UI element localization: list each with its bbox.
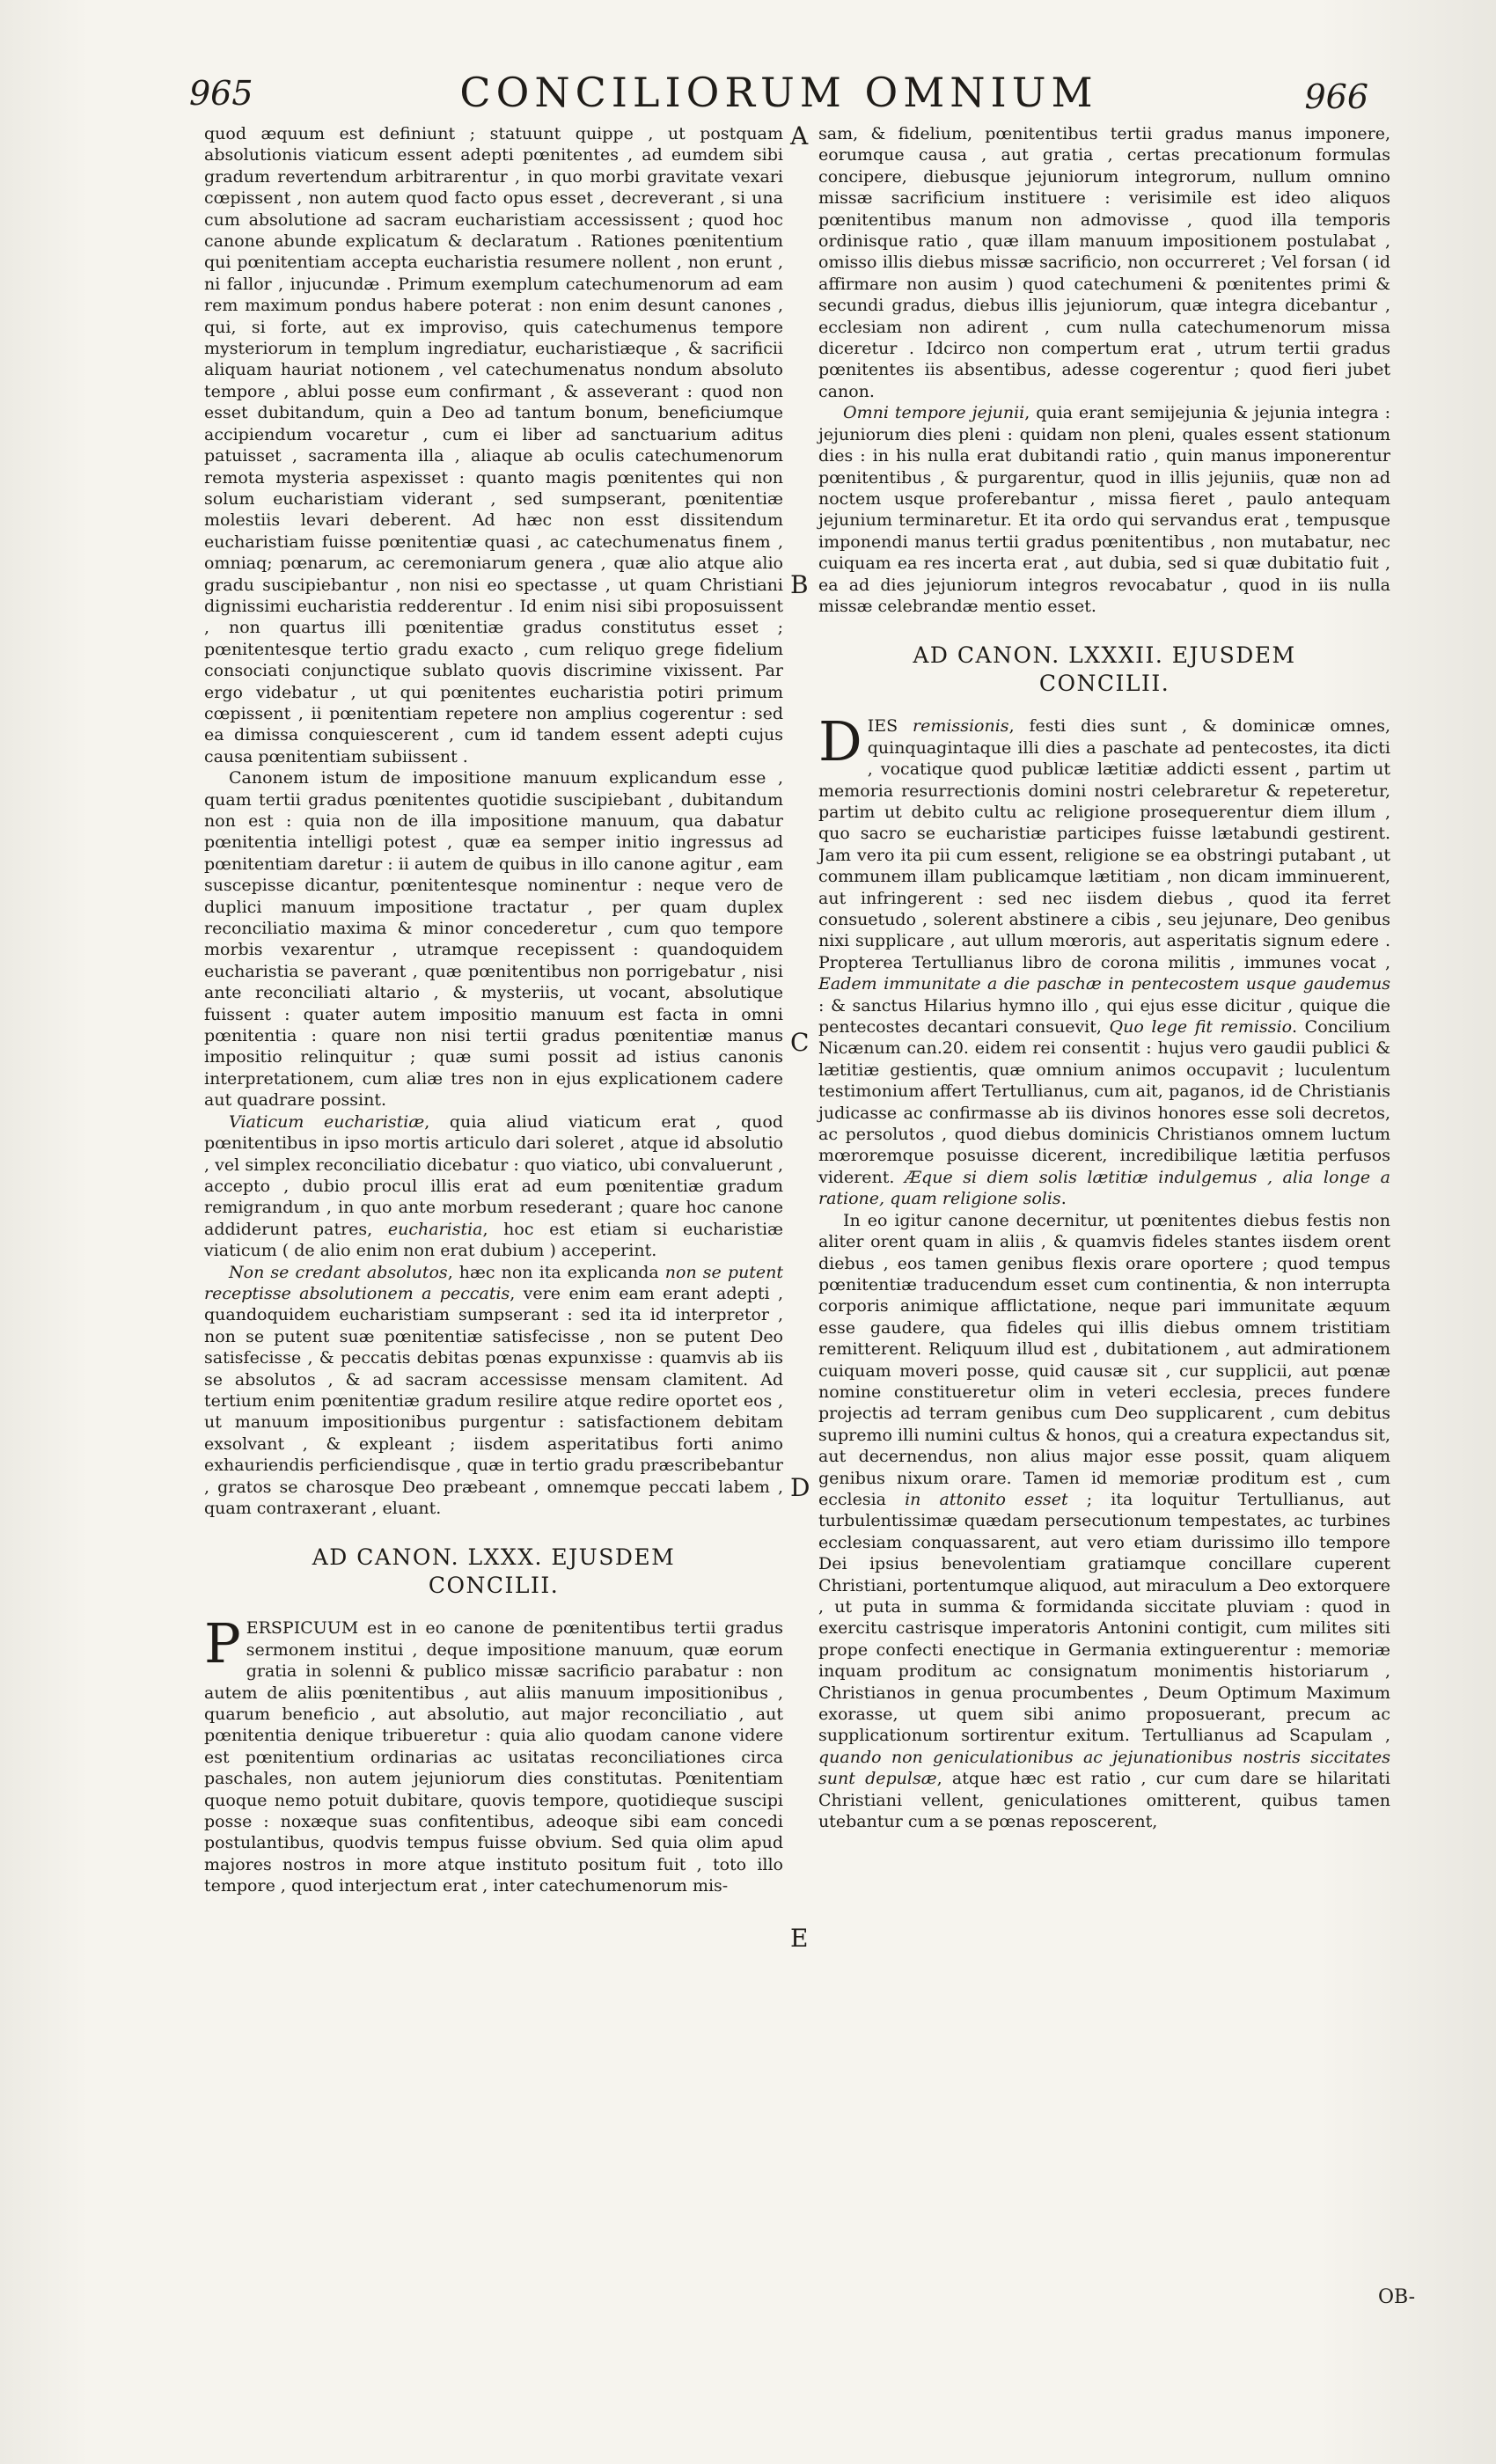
right-column xyxy=(818,123,1390,1832)
right-paragraph-3-b: : & sanctus Hilarius hymno illo , qui ejus esse dicitur , quique die pentecostes decantari consuevit, xyxy=(818,995,1390,1038)
right-paragraph-2 xyxy=(818,402,1390,617)
lemma-viaticum: Viaticum eucharistiæ xyxy=(229,1111,425,1132)
left-paragraph-5-text: est in eo canone de pœnitentibus tertii gradus sermonem institui , deque impositione manuum, quæ eorum gratia in solenni & publico missæ sacrificio parabatur : non autem de aliis pœnitentibus , aut aliis manuum impositionibus , quarum beneficio , aut absolutio, aut major reconciliatio , aut pœnitentia denique tribueretur : quia alio quodam canone videre est pœnitentium ordinarias ac usitatas reconciliationes circa paschales, non autem jejuniorum dies constitutas. Pœnitentiam quoque nemo potuit dubitare, quovis tempore, quotidieque suscipi posse : noxæque suas confitentibus, adeoque sibi eam concedi postulantibus, quodvis tempus fuisse obvium. Sed quia olim apud majores nostros in more atque instituto positum fuit , toto illo tempore , quod interjectum erat , inter catechumenorum mis- xyxy=(204,1618,783,1896)
left-paragraph-4-text: , vere enim eam erant adepti , quandoquidem eucharistiam sumpserant : sed ita id interpretor , non se putent suæ pœnitentiæ satisfecisse , non se putent Deo satisfecisse , & peccatis debitas pœnas expunxisse : quamvis ab iis se absolutos , & ad sacram accessisse mensam clamitent. Ad tertium enim pœnitentiæ gradum resilire atque redire oportet eos , ut manuum impositionibus purgentur : satisfactionem debitam exsolvant , & expleant ; iisdem asperitatibus forti animo exhauriendis perficiendisque , quæ in tertio gradu præscribebantur , gratos se charosque Deo præbeant , omnemque peccati labem , quam contraxerant , eluant. xyxy=(204,1283,783,1518)
quote-hilarius: Quo lege fit remissio xyxy=(1109,1017,1293,1038)
section-heading-canon-82 xyxy=(818,642,1390,698)
section-heading-line-2: CONCILII. xyxy=(428,1573,560,1599)
right-paragraph-3-text: , festi dies sunt , & dominicæ omnes, quinquagintaque illi dies a paschate ad pentecostes, ita dicti , vocatique quod publicæ lætitiæ addicti essent , partim ut memoria resurrectionis domini nostri celebraretur & repeteretur, partim ut debito cultu ac religione prosequerentur diem illum , quo sacro se eucharistiæ participes fuisse lætabundi gestirent. Jam vero ita pii cum essent, religione se ea obstringi putabant , ut communem illam publicamque lætitiam , non dicam imminuerent, aut infringerent : sed nec iisdem diebus , quod ita ferret consuetudo , solerent abstinere a cibis , seu jejunare, Deo genibus nixi supplicare , aut ullum mœroris, aut asperitatis signum edere . Propterea Tertullianus libro de corona militis , immunes vocat , xyxy=(818,716,1390,972)
right-paragraph-4-text: In eo igitur canone decernitur, ut pœnitentes diebus festis non aliter orent quam in aliis , & quamvis fideles stantes iisdem orent diebus , eos tamen genibus flexis orare oportere ; quod tempus pœnitentiæ traducendum esset cum continentia, & non interrupta corporis animique afflictatione, neque pari immunitate æquum esse gaudere, qua fideles qui illis diebus omnem tristitiam remitterent. Reliquum illud est , dubitationem , aut admirationem cuiquam moveri posse, quid causæ sit , cur supplicii, aut pœnæ nomine constitueretur olim in veteri ecclesia, preces fundere projectis ad terram genibus cum Deo supplicarent , cum debitus supremo illi numini cultus & honos, qui a creatura expectandus sit, aut decernendus, non alius major esse possit, quam aliquem genibus nixum orare. Tamen id memoriæ proditum est , cum ecclesia xyxy=(818,1210,1390,1509)
quote-in-attonito: in attonito esset xyxy=(905,1489,1068,1509)
left-paragraph-4 xyxy=(204,1262,783,1520)
left-paragraph-3-text: , quia aliud viaticum erat , quod pœnitentibus in ipso mortis articulo dari soleret , atque id absolutio , vel simplex reconciliatio dicebatur : quo viatico, ubi convaluerunt , accepto , dubio procul illis erat ad eum pœnitentiæ gradum remigrandum , in quo ante morbum resederant ; quare hoc canone addiderunt patres, xyxy=(204,1111,783,1239)
margin-letter-b: B xyxy=(790,570,809,599)
drop-cap-p: P xyxy=(204,1611,241,1676)
left-paragraph-1: quod æquum est definiunt ; statuunt quippe , ut postquam absolutionis viaticum essent adepti pœnitentes , ad eumdem sibi gradum revertendum arbitrarentur , in quo morbi gravitate vexari cœpissent , non autem quod facto opus esset , decreverant , si una cum absolutione ad sacram eucharistiam accessissent ; quod hoc canone abunde explicatum & declaratum . Rationes pœnitentium qui pœnitentiam accepta eucharistia resumere nollent , non erunt , ni fallor , injucundæ . Primum exemplum catechumenorum ad eam rem maximum pondus habere poterat : non enim desunt canones , qui, si forte, aut ex improviso, quis catechumenus tempore mysteriorum in templum ingrediatur, eucharistiæque , & sacrificii aliquam hauriat notionem , vel catechumenatus nondum absoluto tempore , ablui posse eum confirmant , & asseverant : quod non esset dubitandum, quin a Deo ad tantum bonum, beneficiumque accipiendum vocaretur , cum ei liber ad sanctuarium aditus patuisset , sacramenta illa , aliaque ab oculis catechumenorum remota mysteria aspexisset : quanto magis pœnitentes qui non solum eucharistiam viderant , sed sumpserant, pœnitentiæ molestiis levari deberent. Ad hæc non esst dissitendum eucharistiam fuisse pœnitentiæ quasi , ac catechumenatus finem , omniaq; pœnarum, ac ceremoniarum genera , quæ alio atque alio gradu suscipiebantur , non nisi eo spectasse , ut quam Christiani dignissimi eucharistia redderentur . Id enim nisi sibi proposuissent , non quartus illi pœnitentiæ gradus constitutus esset ; pœnitentesque tertio gradu exacto , cum reliquo grege fidelium consociati conjunctique sublato quovis discrimine vixissent. Par ergo videbatur , ut qui pœnitentes eucharistia potiri primum cœpissent , ii pœnitentiam repetere non amplius cogerentur : sed ea dimissa conquiescerent , cum id tandem essent adepti cujus causa pœnitentiam subiissent . xyxy=(204,124,783,766)
right-paragraph-4-b: ; ita loquitur Tertullianus, aut turbulentissimæ quædam persecutionum tempestates, ac turbines ecclesiam conquassarent, aut vero etiam durissimo illo tempore Dei ipsius benevolentiam gratiamque concillare cuperent Christiani, portentumque aliquod, aut miraculum a Deo extorquere , ut puta in summa & formidanda siccitate pluviam : quod in exercitu castrisque imperatoris Antonini contigit, cum milites siti prope confecti enectique in Germania extinguerentur : memoriæ inquam proditum ac consignatum monimentis historiarum , Christianos in genua procumbentes , Deum Optimum Maximum exorasse, ut quem sibi animo proposuerant, precum ac supplicationum sortirentur exitum. Tertullianus ad Scapulam , xyxy=(818,1489,1390,1746)
right-paragraph-3-c: . Concilium Nicænum can.20. eidem rei consentit : hujus vero gaudii publici & lætitiæ gestientis, quæ omnium animos occupavit ; luculentum testimonium affert Tertullianus, cum ait, paganos, id de Christianis judicasse ac confirmasse ab iis divinos honores esse soli decretos, ac persolutos , quod diebus dominicis Christianos omnem luctum mœroremque posuisse dicerent, incredibilique lætitia perfusos viderent. xyxy=(818,1017,1390,1187)
lemma-eucharistia: eucharistia xyxy=(387,1219,483,1239)
right-paragraph-3 xyxy=(818,709,1390,1209)
lemma-omni-tempore: Omni tempore jejunii xyxy=(843,403,1025,423)
section-heading-line-1: AD CANON. LXXX. EJUSDEM xyxy=(312,1544,676,1571)
small-caps-lead: ERSPICUUM xyxy=(246,1618,359,1639)
section-heading-line-2: CONCILII. xyxy=(1038,671,1170,697)
margin-letter-c: C xyxy=(790,1028,810,1057)
quote-tertullian: Eadem immunitate a die paschæ in pentecostem usque gaudemus xyxy=(818,974,1390,994)
margin-letter-d: D xyxy=(790,1473,810,1502)
running-title: CONCILIORUM OMNIUM xyxy=(459,69,1098,116)
page-number-left: 965 xyxy=(189,74,253,113)
left-paragraph-3 xyxy=(204,1111,783,1262)
lemma-remissionis: remissionis xyxy=(913,716,1009,737)
running-header xyxy=(189,69,1368,130)
catchword: OB- xyxy=(1377,2286,1415,2308)
lemma-non-se-putent: non se putent receptisse absolutionem a peccatis xyxy=(204,1262,783,1303)
left-paragraph-5 xyxy=(204,1611,783,1896)
left-paragraph-2: Canonem istum de impositione manuum explicandum esse , quam tertii gradus pœnitentes quotidie suscipiebant , dubitandum non est : quia non de illa impositione manuum, qua dabatur pœnitentia intelligi potest , quæ ea semper initio ingressus ad pœnitentiam daretur : ii autem de quibus in illo canone agitur , eam suscepisse dicantur, pœnitentesque nominentur : neque vero de duplici manuum impositione tractatur , per quam duplex reconciliatio maxima & minor concederetur , cum quo tempore morbis vexarentur , utramque recepissent : quandoquidem eucharistia se paverant , quæ pœnitentibus non porrigebatur , nisi ante reconciliati altario , & mysteriis, ut vocant, absolutique fuissent : quater autem impositio manuum est facta in omni pœnitentia : quare non nisi tertii gradus pœnitentiæ manus impositio relinquitur ; quæ sumi possit ad istius canonis interpretationem, cum aliæ tres non in ejus explicationem cadere aut quadrare possint. xyxy=(204,768,783,1111)
page-number-right: 966 xyxy=(1304,77,1368,116)
margin-letter-a: A xyxy=(790,121,809,150)
left-column xyxy=(204,123,783,1897)
section-heading-line-1: AD CANON. LXXXII. EJUSDEM xyxy=(913,642,1296,669)
right-paragraph-4 xyxy=(818,1210,1390,1833)
drop-cap-d: D xyxy=(818,709,862,774)
margin-letter-e: E xyxy=(790,1924,809,1953)
lemma-non-se-credant: Non se credant absolutos xyxy=(229,1262,448,1282)
right-paragraph-1: sam, & fidelium, pœnitentibus tertii gradus manus imponere, eorumque causa , aut gratia , certas precationum formulas concipere, diebusque jejuniorum integrorum, nullum omnino missæ sacrificium instituere : verisimile est ideo aliquos pœnitentibus manum non admovisse , quod illa temporis ordinisque ratio , quæ illam manuum impositionem postulabat , omisso illis diebus missæ sacrificio, non occurreret ; Vel forsan ( id affirmare non ausim ) quod catechumeni & pœnitentes primi & secundi gradus, diebus illis jejuniorum, quæ integra dicebantur , ecclesiam non adirent , cum nulla catechumenorum missa diceretur . Idcirco non compertum erat , utrum tertii gradus pœnitentes iis absentibus, adesse cogerentur ; quod fieri jubet canon. xyxy=(818,124,1390,401)
left-paragraph-3-end: , hoc est etiam si eucharistiæ viaticum ( de alio enim non erat dubium ) acceperint. xyxy=(204,1219,783,1261)
small-caps-lead: IES xyxy=(867,716,898,737)
right-paragraph-4-end: , atque hæc est ratio , cur cum dare se hilaritati Christiani vellent, geniculationes omitterent, quibus tamen utebantur cum a se pœnas reposcerent, xyxy=(818,1769,1390,1832)
right-paragraph-2-text: , quia erant semijejunia & jejunia integra : jejuniorum dies pleni : quidam non pleni, quales essent stationum dies : in his nulla erat dubitandi ratio , quin manus imponerentur pœnitentibus , & purgarentur, quod in illis jejuniis, quæ non ad noctem usque proferebantur , missa fieret , paulo antequam jejunium terminaretur. Et ita ordo qui servandus erat , tempusque imponendi manus tertii gradus pœnitentibus , non mutabatur, nec cuiquam ea res incerta erat , aut dubia, sed si quæ dubitatio fuit , ea ad dies jejuniorum integros revocabatur , quod in iis nulla missæ celebrandæ mentio esset. xyxy=(818,403,1391,616)
quote-scapulam: quando non geniculationibus ac jejunationibus nostris siccitates sunt depulsæ xyxy=(818,1747,1390,1789)
left-paragraph-4-mid: , hæc non ita explicanda xyxy=(447,1262,665,1282)
section-heading-canon-80 xyxy=(204,1544,783,1600)
quote-solis: Æque si diem solis lætitiæ indulgemus , alia longe a ratione, quam religione solis xyxy=(818,1167,1390,1209)
right-paragraph-3-end: . xyxy=(1060,1189,1067,1209)
